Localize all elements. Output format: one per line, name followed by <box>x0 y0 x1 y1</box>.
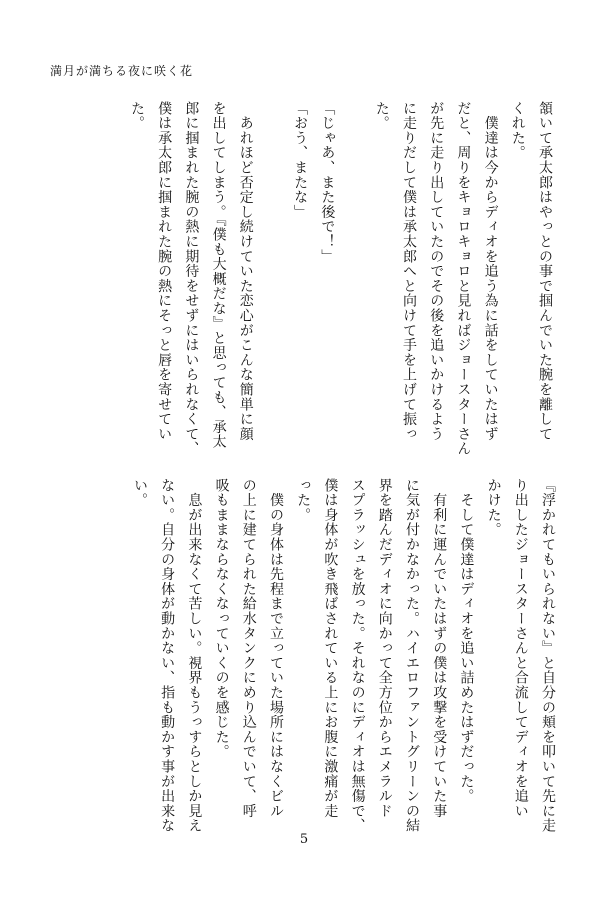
vertical-text-block-top <box>123 101 558 457</box>
text-line: 界を踏んだディオに向かって全方位からエメラルド <box>376 478 393 819</box>
text-line: た。 <box>128 101 145 131</box>
text-line: の上に建てられた給水タンクにめり込んでいて、呼 <box>240 478 257 819</box>
text-line: た。 <box>373 101 390 131</box>
running-header-title: 満月が満ちる夜に咲く花 <box>50 64 194 78</box>
text-line: かけた。 <box>485 478 502 538</box>
text-line: が先に走り出していたのでその後を追いかけるよう <box>428 101 445 442</box>
text-line: 「おう、またな」 <box>292 101 309 220</box>
text-line: 頷いて承太郎はやっとの事で掴んでいた腕を離して <box>537 101 553 442</box>
text-line: だと、周りをキョロキョロと見ればジョースターさん <box>455 101 472 457</box>
text-line: 僕の身体は先程まで立っていた場所にはなくビル <box>267 478 284 819</box>
text-line: 息が出来なくて苦しい。視界もうっすらとしか見え <box>186 478 203 834</box>
text-line: 僕は承太郎に掴まれた腕の熱にそっと唇を寄せてい <box>156 101 173 442</box>
text-line: 「じゃあ、また後で！」 <box>319 101 336 264</box>
page-number: 5 <box>299 832 309 847</box>
text-line: 僕達は今からディオを追う為に話をしていたはず <box>482 101 499 442</box>
vertical-text-block-bottom <box>126 478 561 834</box>
text-line: ない。自分の身体が動かない、指も動かす事が出来な <box>159 478 176 834</box>
text-line: 吸もままならなくなっていくのを感じた。 <box>213 478 230 760</box>
text-line: 僕は身体が吹き飛ばされている上にお腹に激痛が走 <box>322 478 339 819</box>
text-line: くれた。 <box>509 101 526 161</box>
text-line: い。 <box>131 478 148 508</box>
text-line: 郎に掴まれた腕の熱に期待をせずにはいられなくて、 <box>183 101 200 457</box>
text-line: そして僕達はディオを追い詰めたはずだった。 <box>458 478 475 804</box>
text-line: 『浮かれてもいられない』と自分の頬を叩いて先に走 <box>540 478 556 834</box>
text-line: った。 <box>295 478 312 523</box>
text-line: あれほど否定し続けていた恋心がこんな簡単に顔 <box>237 101 254 442</box>
text-line: を出してしまう。『僕も大概だな』と思っても、承太 <box>210 101 227 450</box>
text-line: り出したジョースターさんと合流してディオを追い <box>512 478 529 819</box>
text-line: 有利に運んでいたはずの僕は攻撃を受けていた事 <box>431 478 448 819</box>
text-line: に走りだして僕は承太郎へと向けて手を上げて振っ <box>400 101 417 442</box>
text-line: スプラッシュを放った。それなのにディオは無傷で、 <box>349 478 366 834</box>
text-line: に気が付かなかった。ハイエロファントグリーンの結 <box>403 478 420 834</box>
